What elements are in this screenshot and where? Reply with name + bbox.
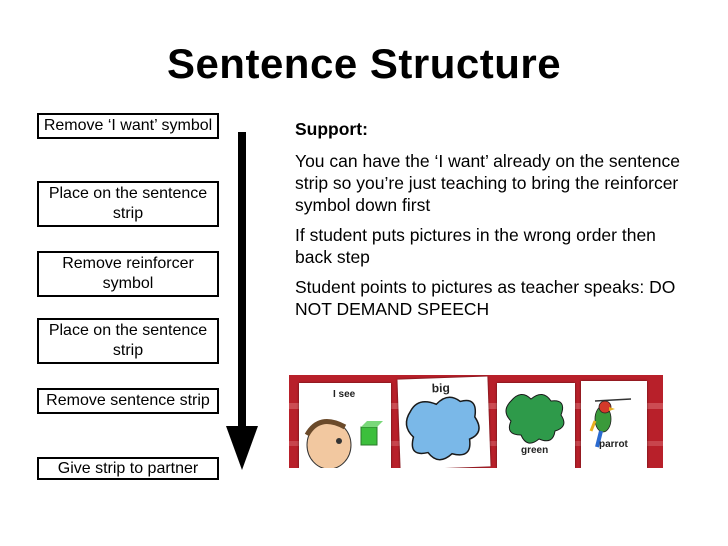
step-place-on-strip-2: Place on the sentence strip bbox=[37, 318, 219, 364]
step-remove-reinforcer: Remove reinforcer symbol bbox=[37, 251, 219, 297]
support-point: Student points to pictures as teacher speaks: DO NOT DEMAND SPEECH bbox=[295, 277, 676, 319]
support-point: If student puts pictures in the wrong order then back step bbox=[295, 225, 656, 267]
card-i-see bbox=[299, 383, 391, 468]
card-label: big bbox=[431, 380, 451, 396]
support-heading: Support: bbox=[295, 119, 368, 139]
step-place-on-strip-1: Place on the sentence strip bbox=[37, 181, 219, 227]
down-arrow-icon bbox=[224, 132, 260, 472]
sentence-strip-photo bbox=[289, 375, 663, 468]
card-label: I see bbox=[333, 389, 356, 400]
card-big bbox=[397, 376, 490, 468]
step-give-strip: Give strip to partner bbox=[37, 457, 219, 480]
step-remove-sentence-strip: Remove sentence strip bbox=[37, 388, 219, 414]
card-green bbox=[497, 383, 575, 468]
card-label: green bbox=[521, 445, 549, 456]
support-point: You can have the ‘I want’ already on the sentence strip so you’re just teaching to bring the reinforcer symbol down first bbox=[295, 151, 680, 215]
parrot-icon bbox=[581, 381, 647, 468]
support-panel bbox=[295, 118, 695, 328]
step-remove-i-want: Remove ‘I want’ symbol bbox=[37, 113, 219, 139]
card-label: parrot bbox=[599, 439, 628, 450]
blue-blob-icon bbox=[397, 376, 490, 468]
card-parrot bbox=[581, 381, 647, 468]
page-title: Sentence Structure bbox=[166, 40, 562, 87]
face-icon bbox=[299, 383, 391, 468]
